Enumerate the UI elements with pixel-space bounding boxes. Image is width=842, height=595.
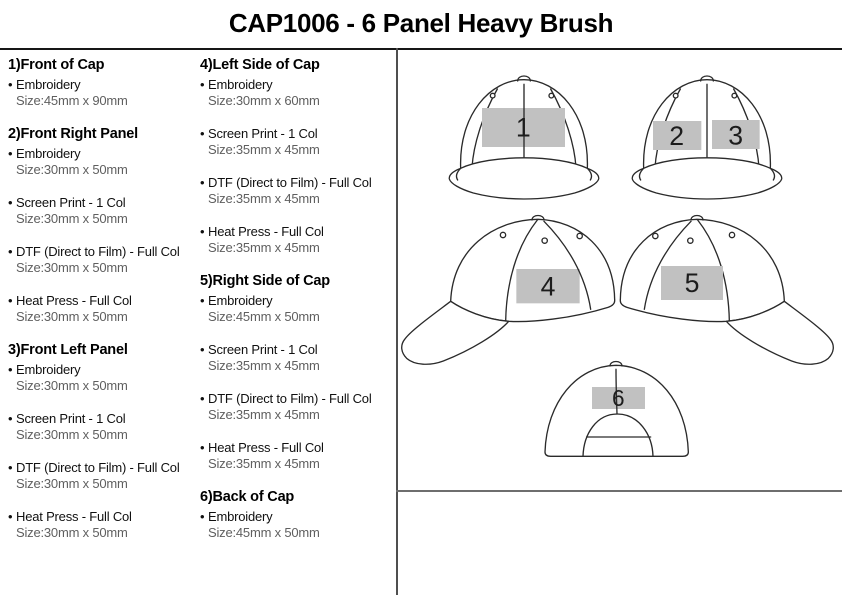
method-label: Embroidery bbox=[208, 509, 273, 524]
decoration-option bbox=[200, 342, 394, 373]
horizontal-divider bbox=[396, 490, 842, 492]
cap-front-view bbox=[440, 65, 610, 210]
size-label: Size:30mm x 50mm bbox=[16, 377, 128, 393]
decoration-option bbox=[200, 224, 394, 255]
section-front-of-cap bbox=[8, 57, 194, 108]
bullet: • bbox=[200, 224, 205, 239]
method-label: Heat Press - Full Col bbox=[208, 440, 324, 455]
method-label: Embroidery bbox=[16, 362, 81, 377]
cap-back-view bbox=[540, 352, 700, 470]
section-heading: 5)Right Side of Cap bbox=[200, 273, 330, 289]
decoration-option bbox=[200, 293, 394, 324]
bullet: • bbox=[200, 77, 205, 92]
method-label: Embroidery bbox=[16, 77, 81, 92]
section-back-of-cap bbox=[200, 489, 394, 540]
cap-eyelet bbox=[490, 93, 495, 98]
method-label: DTF (Direct to Film) - Full Col bbox=[16, 244, 180, 259]
section-right-side-of-cap bbox=[200, 273, 394, 471]
cap-left-side-view bbox=[398, 210, 623, 375]
decoration-option bbox=[200, 440, 394, 471]
cap-eyelet bbox=[577, 233, 582, 238]
section-heading: 6)Back of Cap bbox=[200, 489, 295, 505]
decoration-column-middle bbox=[200, 57, 394, 558]
size-label: Size:30mm x 50mm bbox=[16, 161, 128, 177]
size-label: Size:45mm x 90mm bbox=[16, 92, 128, 108]
decoration-option bbox=[8, 509, 194, 540]
decoration-option bbox=[8, 293, 194, 324]
size-label: Size:35mm x 45mm bbox=[208, 357, 320, 373]
method-label: Heat Press - Full Col bbox=[16, 293, 132, 308]
cap-brim bbox=[632, 158, 781, 199]
bullet: • bbox=[8, 244, 13, 259]
section-front-left-panel bbox=[8, 342, 194, 540]
section-heading: 4)Left Side of Cap bbox=[200, 57, 320, 73]
method-label: DTF (Direct to Film) - Full Col bbox=[16, 460, 180, 475]
bullet: • bbox=[8, 411, 13, 426]
cap-brim bbox=[449, 158, 598, 199]
cap-eyelet bbox=[549, 93, 554, 98]
cap-eyelet bbox=[688, 238, 693, 243]
method-label: Heat Press - Full Col bbox=[16, 509, 132, 524]
cap-eyelet bbox=[729, 232, 734, 237]
bullet: • bbox=[200, 293, 205, 308]
method-label: Screen Print - 1 Col bbox=[16, 411, 126, 426]
decoration-column-left bbox=[8, 57, 194, 558]
cap-right-side-view bbox=[612, 210, 837, 375]
bullet: • bbox=[8, 509, 13, 524]
bullet: • bbox=[200, 509, 205, 524]
size-label: Size:35mm x 45mm bbox=[208, 406, 320, 422]
method-label: Embroidery bbox=[208, 77, 273, 92]
size-label: Size:30mm x 50mm bbox=[16, 475, 128, 491]
bullet: • bbox=[8, 146, 13, 161]
method-label: Screen Print - 1 Col bbox=[208, 126, 318, 141]
decoration-option bbox=[8, 460, 194, 491]
size-label: Size:45mm x 50mm bbox=[208, 524, 320, 540]
decoration-option bbox=[200, 77, 394, 108]
cap-eyelet bbox=[542, 238, 547, 243]
decoration-option bbox=[8, 195, 194, 226]
placement-number-3: 3 bbox=[728, 120, 744, 151]
bullet: • bbox=[8, 77, 13, 92]
bullet: • bbox=[8, 460, 13, 475]
method-label: DTF (Direct to Film) - Full Col bbox=[208, 175, 372, 190]
size-label: Size:30mm x 50mm bbox=[16, 524, 128, 540]
title-divider bbox=[0, 48, 842, 50]
cap-eyelet bbox=[500, 232, 505, 237]
decoration-option bbox=[8, 244, 194, 275]
size-label: Size:35mm x 45mm bbox=[208, 141, 320, 157]
bullet: • bbox=[8, 293, 13, 308]
bullet: • bbox=[200, 391, 205, 406]
placement-number-5: 5 bbox=[684, 268, 700, 298]
cap-eyelet bbox=[653, 233, 658, 238]
bullet: • bbox=[200, 440, 205, 455]
method-label: Heat Press - Full Col bbox=[208, 224, 324, 239]
method-label: Screen Print - 1 Col bbox=[208, 342, 318, 357]
decoration-option bbox=[8, 146, 194, 177]
method-label: DTF (Direct to Film) - Full Col bbox=[208, 391, 372, 406]
cap-eyelet bbox=[732, 93, 737, 98]
decoration-option bbox=[8, 77, 194, 108]
size-label: Size:35mm x 45mm bbox=[208, 190, 320, 206]
section-left-side-of-cap bbox=[200, 57, 394, 255]
size-label: Size:30mm x 50mm bbox=[16, 259, 128, 275]
method-label: Screen Print - 1 Col bbox=[16, 195, 126, 210]
size-label: Size:30mm x 60mm bbox=[208, 92, 320, 108]
size-label: Size:30mm x 50mm bbox=[16, 308, 128, 324]
decoration-option bbox=[200, 126, 394, 157]
cap-eyelet bbox=[673, 93, 678, 98]
size-label: Size:30mm x 50mm bbox=[16, 210, 128, 226]
method-label: Embroidery bbox=[16, 146, 81, 161]
placement-number-4: 4 bbox=[540, 271, 556, 302]
bullet: • bbox=[200, 126, 205, 141]
section-heading: 2)Front Right Panel bbox=[8, 126, 138, 142]
decoration-option bbox=[8, 411, 194, 442]
size-label: Size:45mm x 50mm bbox=[208, 308, 320, 324]
decoration-option bbox=[200, 175, 394, 206]
bullet: • bbox=[200, 342, 205, 357]
page-title: CAP1006 - 6 Panel Heavy Brush bbox=[228, 8, 614, 38]
method-label: Embroidery bbox=[208, 293, 273, 308]
size-label: Size:35mm x 45mm bbox=[208, 239, 320, 255]
decoration-option bbox=[8, 362, 194, 393]
placement-number-2: 2 bbox=[669, 121, 685, 151]
decoration-option bbox=[200, 509, 394, 540]
bullet: • bbox=[200, 175, 205, 190]
bullet: • bbox=[8, 195, 13, 210]
section-heading: 3)Front Left Panel bbox=[8, 342, 128, 358]
size-label: Size:35mm x 45mm bbox=[208, 455, 320, 471]
decoration-option bbox=[200, 391, 394, 422]
bullet: • bbox=[8, 362, 13, 377]
cap-front-view-panels bbox=[623, 65, 793, 210]
placement-number-6: 6 bbox=[612, 385, 625, 411]
size-label: Size:30mm x 50mm bbox=[16, 426, 128, 442]
section-heading: 1)Front of Cap bbox=[8, 57, 105, 73]
section-front-right-panel bbox=[8, 126, 194, 324]
placement-number-1: 1 bbox=[515, 112, 531, 143]
